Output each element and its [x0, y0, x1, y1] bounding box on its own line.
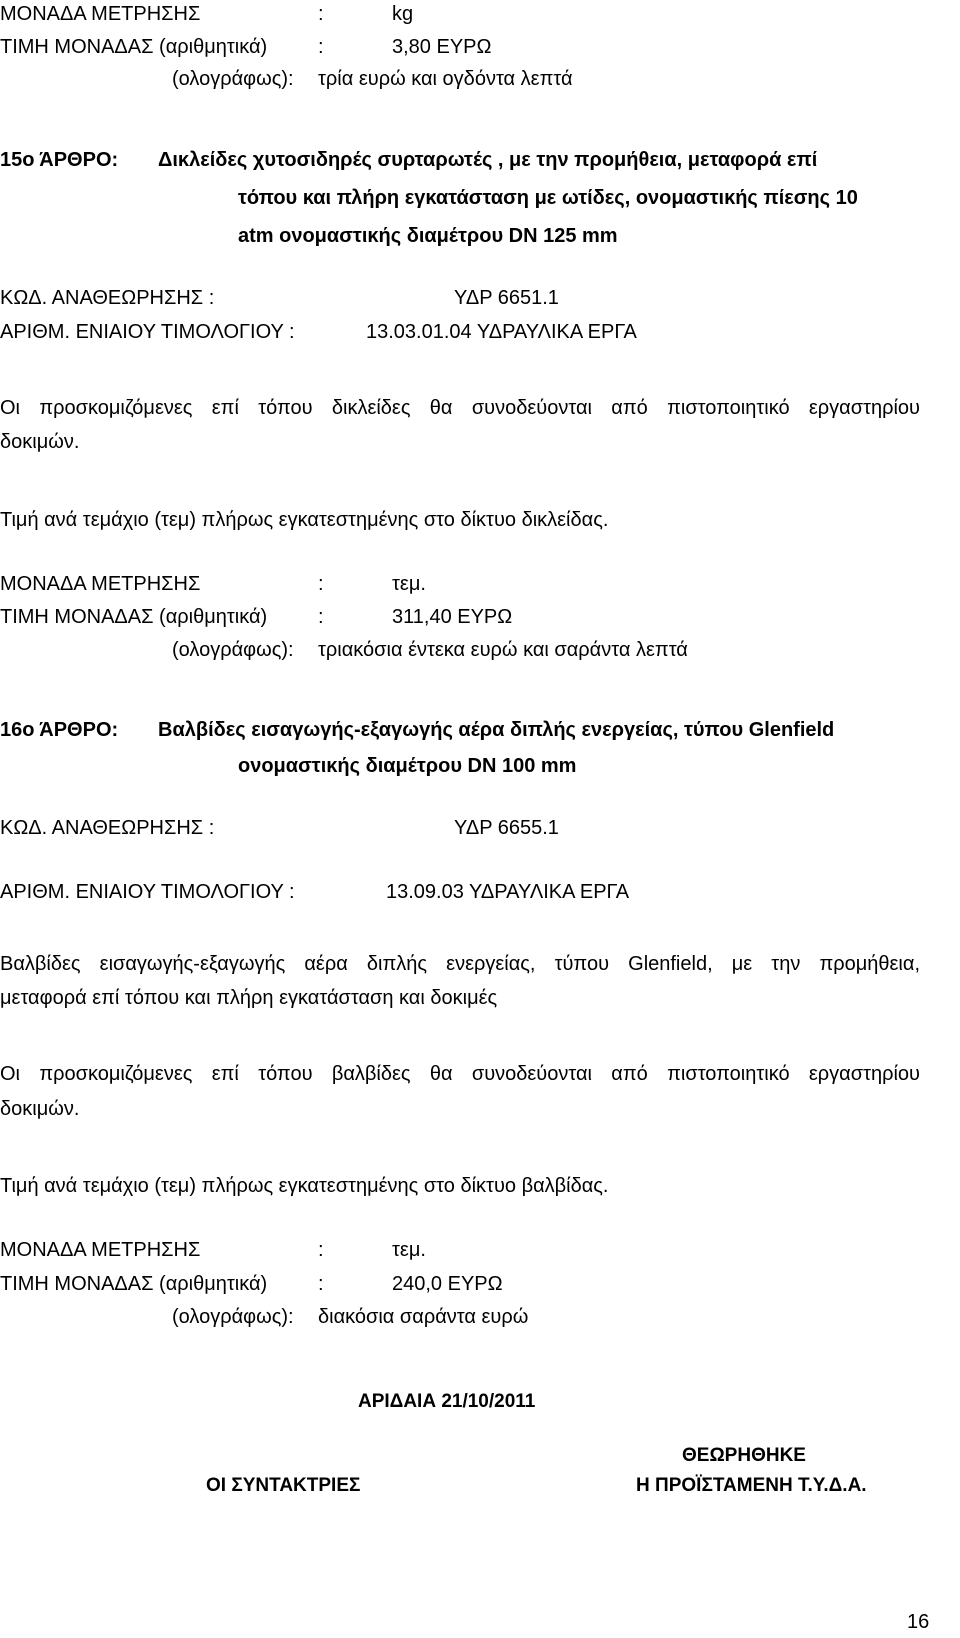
price-list-number-value: 13.09.03 ΥΔΡΑΥΛΙΚΑ ΕΡΓΑ	[386, 881, 630, 903]
price-words-label: (ολογράφως):	[172, 68, 294, 90]
article-title-line: τόπου και πλήρη εγκατάσταση με ωτίδες, ονομαστικής πίεσης 10	[238, 187, 858, 209]
article-description-end: μεταφορά επί τόπου και πλήρη εγκατάσταση και δοκιμές	[0, 987, 498, 1009]
unit-colon: :	[318, 573, 324, 595]
unit-label: ΜΟΝΑΔΑ ΜΕΤΡΗΣΗΣ	[0, 3, 201, 25]
unit-colon: :	[318, 1239, 324, 1261]
revision-code-label: ΚΩΔ. ΑΝΑΘΕΩΡΗΣΗΣ :	[0, 287, 215, 309]
article-description: Βαλβίδες εισαγωγής-εξαγωγής αέρα διπλής ενεργείας, τύπου Glenfield, με την προμήθεια,	[0, 953, 920, 975]
unit-label: ΜΟΝΑΔΑ ΜΕΤΡΗΣΗΣ	[0, 573, 201, 595]
place-date: ΑΡΙΔΑΙΑ 21/10/2011	[358, 1391, 536, 1412]
unit-value: τεμ.	[392, 1239, 426, 1261]
unit-value: τεμ.	[392, 573, 426, 595]
price-basis-note: Τιμή ανά τεμάχιο (τεμ) πλήρως εγκατεστημένης στο δίκτυο δικλείδας.	[0, 509, 609, 531]
certificate-note-end: δοκιμών.	[0, 431, 80, 453]
price-words-label: (ολογράφως):	[172, 1306, 294, 1328]
price-value: 3,80 ΕΥΡΩ	[392, 36, 492, 58]
price-value: 311,40 ΕΥΡΩ	[392, 606, 513, 628]
unit-colon: :	[318, 3, 324, 25]
price-colon: :	[318, 36, 324, 58]
certificate-note: Οι προσκομιζόμενες επί τόπου δικλείδες θα συνοδεύονται από πιστοποιητικό εργαστηρίου	[0, 397, 920, 419]
authors-signature: ΟΙ ΣΥΝΤΑΚΤΡΙΕΣ	[206, 1475, 361, 1496]
reviewed-stamp: ΘΕΩΡΗΘΗΚΕ	[682, 1445, 806, 1466]
price-label: ΤΙΜΗ ΜΟΝΑΔΑΣ (αριθμητικά)	[0, 1273, 268, 1295]
price-basis-note: Τιμή ανά τεμάχιο (τεμ) πλήρως εγκατεστημένης στο δίκτυο βαλβίδας.	[0, 1175, 609, 1197]
price-words-value: τρία ευρώ και ογδόντα λεπτά	[318, 68, 573, 90]
unit-value: kg	[392, 3, 414, 25]
price-value: 240,0 ΕΥΡΩ	[392, 1273, 503, 1295]
article-title-line: Δικλείδες χυτοσιδηρές συρταρωτές , με την προμήθεια, μεταφορά επί	[158, 149, 818, 171]
price-list-number-label: ΑΡΙΘΜ. ΕΝΙΑΙΟΥ ΤΙΜΟΛΟΓΙΟΥ :	[0, 881, 295, 903]
price-words-label: (ολογράφως):	[172, 639, 294, 661]
unit-label: ΜΟΝΑΔΑ ΜΕΤΡΗΣΗΣ	[0, 1239, 201, 1261]
article-heading: 16ο ΆΡΘΡΟ:	[0, 719, 119, 741]
price-label: ΤΙΜΗ ΜΟΝΑΔΑΣ (αριθμητικά)	[0, 606, 268, 628]
article-title-line: ονομαστικής διαμέτρου DN 100 mm	[238, 755, 577, 777]
price-colon: :	[318, 1273, 324, 1295]
price-list-number-value: 13.03.01.04 ΥΔΡΑΥΛΙΚΑ ΕΡΓΑ	[366, 321, 637, 343]
revision-code-value: ΥΔΡ 6655.1	[454, 817, 559, 839]
revision-code-value: ΥΔΡ 6651.1	[454, 287, 559, 309]
article-title-line: Βαλβίδες εισαγωγής-εξαγωγής αέρα διπλής ενεργείας, τύπου Glenfield	[158, 719, 835, 741]
article-heading: 15ο ΆΡΘΡΟ:	[0, 149, 119, 171]
certificate-note: Οι προσκομιζόμενες επί τόπου βαλβίδες θα συνοδεύονται από πιστοποιητικό εργαστηρίου	[0, 1063, 920, 1085]
article-title-line: atm ονομαστικής διαμέτρου DN 125 mm	[238, 225, 618, 247]
revision-code-label: ΚΩΔ. ΑΝΑΘΕΩΡΗΣΗΣ :	[0, 817, 215, 839]
price-words-value: διακόσια σαράντα ευρώ	[318, 1306, 529, 1328]
price-label: ΤΙΜΗ ΜΟΝΑΔΑΣ (αριθμητικά)	[0, 36, 268, 58]
price-words-value: τριακόσια έντεκα ευρώ και σαράντα λεπτά	[318, 639, 688, 661]
certificate-note-end: δοκιμών.	[0, 1098, 80, 1120]
price-colon: :	[318, 606, 324, 628]
page-number: 16	[907, 1611, 930, 1633]
price-list-number-label: ΑΡΙΘΜ. ΕΝΙΑΙΟΥ ΤΙΜΟΛΟΓΙΟΥ :	[0, 321, 295, 343]
department-head-signature: Η ΠΡΟΪΣΤΑΜΕΝΗ Τ.Υ.Δ.Α.	[636, 1475, 867, 1496]
